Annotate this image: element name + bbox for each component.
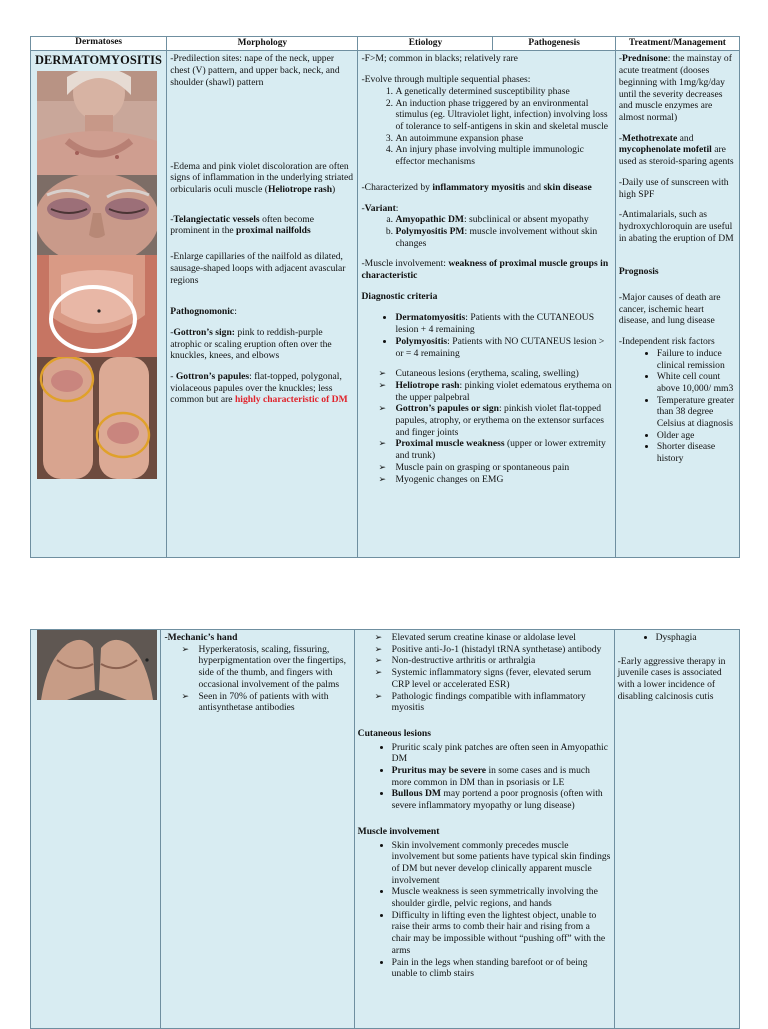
treatment-cell — [615, 51, 739, 558]
treat-prognosis-heading: Prognosis — [618, 266, 659, 278]
phase-item: 3. An autoimmune expansion phase — [395, 133, 611, 145]
criteria-list — [361, 368, 611, 485]
criteria-item: ➢ Cutaneous lesions (erythema, scaling, swelling) — [395, 368, 611, 380]
etio-muscle-involvement: -Muscle involvement: weakness of proximal muscle groups in characteristic — [361, 258, 609, 282]
risk-factor-item: • Temperature greater than 38 degree Celsius at diagnosis — [657, 395, 736, 430]
photo-neck-rash — [37, 71, 157, 175]
cutaneous-list — [358, 742, 611, 812]
criteria-item: ➢ Heliotrope rash: pinking violet edematous erythema on the upper palpebral — [395, 380, 611, 403]
treat-sunscreen: -Daily use of sunscreen with high SPF — [618, 176, 729, 200]
criteria-item: ➢ Pathologic findings compatible with inflammatory myositis — [392, 691, 611, 714]
cutaneous-item: • Pruritic scaly pink patches are often seen in Amyopathic DM — [392, 742, 611, 765]
criteria-item: ➢ Muscle pain on grasping or spontaneous pain — [395, 462, 611, 474]
photo-proximal-nailfold — [37, 255, 157, 357]
muscle-item: • Skin involvement commonly precedes muscle involvement but some patients have typical skin findings of DM but never develop clinically apparent muscle involvement — [392, 840, 611, 887]
etio-phases-intro: -Evolve through multiple sequential phases: — [361, 74, 531, 86]
etio-sex-ratio: -F>M; common in blacks; relatively rare — [361, 53, 518, 65]
etiology-cell — [358, 51, 615, 558]
risk-factor-item: • Dysphagia — [656, 632, 736, 644]
etio-variant-list — [361, 214, 611, 249]
morphology-cell-continued — [161, 630, 354, 1029]
header-treatment: Treatment/Management — [615, 37, 739, 51]
mechanics-hand-list — [164, 644, 350, 714]
risk-factor-list-continued — [618, 632, 736, 644]
phase-item: 1. A genetically determined susceptibility phase — [395, 86, 611, 98]
cutaneous-item: • Pruritus may be severe in some cases and is much more common in DM than in psoriasis or LE — [392, 765, 611, 788]
treat-methotrexate: -Methotrexate and mycophenolate mofetil are used as steroid-sparing agents — [618, 132, 734, 168]
cutaneous-heading: Cutaneous lesions — [357, 727, 431, 739]
etiology-cell-continued — [354, 630, 614, 1029]
morph-gottrons-papules: - Gottron’s papules: flat-topped, polygonal, violaceous papules over the knuckles; less common but are highly characteristic of DM — [170, 371, 348, 406]
header-dermatoses: Dermatoses — [31, 37, 167, 51]
variant-item: b. Polymyositis PM: muscle involvement without skin changes — [395, 226, 611, 249]
dermatoses-table-page-2 — [30, 629, 740, 1029]
treat-early-therapy: -Early aggressive therapy in juvenile cases is associated with a lower incidence of disabling calcinosis cutis — [617, 655, 726, 702]
muscle-item: • Difficulty in lifting even the lightest object, unable to raise their arms to comb their hair and rising from a chair may be impossible without “pushing off” with the arms — [392, 910, 611, 957]
dermatoses-table-page-1 — [30, 36, 740, 558]
etio-diagnostic-criteria: Diagnostic criteria — [361, 290, 438, 302]
muscle-item: • Muscle weakness is seen symmetrically involving the shoulder girdle, pelvic regions, and hands — [392, 886, 611, 909]
header-etiology: Etiology — [358, 37, 493, 50]
risk-factor-item: • Failure to induce clinical remission — [657, 348, 736, 371]
content-row — [31, 51, 740, 558]
etio-characterized: -Characterized by inflammatory myositis and skin disease — [361, 181, 592, 193]
dermatoses-cell-continued — [31, 630, 161, 1029]
criteria-item: ➢ Non-destructive arthritis or arthralgia — [392, 655, 611, 667]
treat-antimalarials: -Antimalarials, such as hydroxychloroquin are useful in abating the eruption of DM — [618, 209, 734, 244]
disease-title: DERMATOMYOSITIS — [35, 53, 163, 68]
treat-prednisone: -Prednisone: the mainstay of acute treatment (dooses beginning with 1mg/kg/day until the severity decreases and muscle enzymes are almost normal) — [618, 53, 732, 123]
risk-factor-item: • Shorter disease history — [657, 441, 736, 464]
header-etiology-pathogenesis — [358, 37, 615, 51]
criteria-item: ➢ Proximal muscle weakness (upper or lower extremity and trunk) — [395, 438, 611, 461]
treat-risk-factors-label: -Independent risk factors — [618, 336, 715, 348]
diagnostic-list — [361, 312, 611, 359]
dermatoses-cell — [31, 51, 167, 558]
mechanics-hand-item: ➢ Seen in 70% of patients with with antisynthetase antibodies — [198, 691, 350, 714]
morph-gottrons-sign: -Gottron’s sign: pink to reddish-purple atrophic or scaling eruption often over the knuckles, knees, and elbows — [170, 326, 332, 362]
diagnostic-item: • Polymyositis: Patients with NO CUTANEUS lesion > or = 4 remaining — [395, 336, 611, 359]
mechanics-hand-item: ➢ Hyperkeratosis, scaling, fissuring, hyperpigmentation over the fingertips, side of the thumb, and fingers with occasional involvement of the palms — [198, 644, 350, 691]
treatment-cell-continued — [614, 630, 739, 1029]
morph-mechanics-hand: -Mechanic’s hand — [164, 632, 238, 643]
criteria-item: ➢ Gottron’s papules or sign: pinkish violet flat-topped papules, atrophy, or erythema on the extensor surfaces and finger joints — [395, 403, 611, 438]
header-morphology: Morphology — [167, 37, 358, 51]
header-row — [31, 37, 740, 51]
morph-predilection: -Predilection sites: nape of the neck, upper chest (V) pattern, and upper back, neck, and shoulder (shawl) pattern — [170, 53, 340, 88]
muscle-heading: Muscle involvement — [357, 825, 440, 837]
criteria-item: ➢ Positive anti-Jo-1 (histadyl tRNA synthetase) antibody — [392, 644, 611, 656]
muscle-list — [358, 840, 611, 980]
risk-factor-item: • Older age — [657, 430, 736, 442]
treat-causes-death: -Major causes of death are cancer, ischemic heart disease, and lung disease — [618, 292, 721, 327]
variant-item: a. Amyopathic DM: subclinical or absent myopathy — [395, 214, 611, 226]
morph-capillaries: -Enlarge capillaries of the nailfold as dilated, sausage-shaped loops with adjacent avascular regions — [170, 251, 346, 286]
diagnostic-item: • Dermatomyositis: Patients with the CUTANEOUS lesion + 4 remaining — [395, 312, 611, 335]
photo-mechanics-hand — [37, 630, 157, 700]
criteria-list-continued — [358, 632, 611, 714]
morph-heliotrope: -Edema and pink violet discoloration are often signs of inflammation in the underlying striated orbicularis oculi muscle (Heliotrope rash) — [170, 160, 354, 195]
muscle-item: • Pain in the legs when standing barefoot or of being unable to climb stairs — [392, 957, 611, 980]
morphology-cell — [167, 51, 358, 558]
photo-heliotrope-rash — [37, 175, 157, 255]
phase-item: 4. An injury phase involving multiple immunologic effector mechanisms — [395, 144, 611, 167]
etio-phases-list — [361, 86, 611, 168]
morph-pathognomonic: Pathognomonic: — [170, 306, 237, 318]
criteria-item: ➢ Elevated serum creatine kinase or aldolase level — [392, 632, 611, 644]
etio-variant-label: -Variant: — [361, 202, 399, 214]
content-row-continued — [31, 630, 740, 1029]
phase-item: 2. An induction phase triggered by an environmental stimulus (eg. Ultraviolet light, infection) involving loss of tolerance to self-antigens in skin and skeletal muscle — [395, 98, 611, 133]
risk-factor-list — [619, 348, 736, 465]
risk-factor-item: • White cell count above 10,000/ mm3 — [657, 371, 736, 394]
header-pathogenesis: Pathogenesis — [528, 38, 580, 48]
cutaneous-item: • Bullous DM may portend a poor prognosis (often with severe inflammatory myopathy or lung disease) — [392, 788, 611, 811]
criteria-item: ➢ Myogenic changes on EMG — [395, 474, 611, 486]
morph-telangiectatic: -Telangiectatic vessels often become prominent in the proximal nailfolds — [170, 213, 315, 237]
criteria-item: ➢ Systemic inflammatory signs (fever, elevated serum CRP level or accelerated ESR) — [392, 667, 611, 690]
photo-gottrons-papules — [37, 357, 157, 479]
